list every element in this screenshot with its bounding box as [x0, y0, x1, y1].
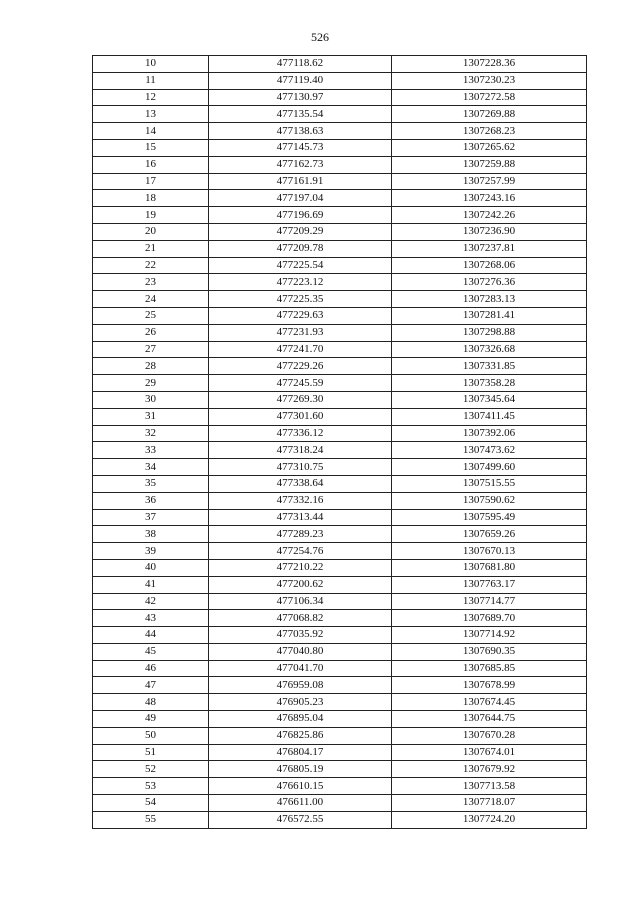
y-coordinate-cell: 1307265.62 [392, 139, 587, 156]
coordinates-table [92, 55, 587, 829]
table-row [93, 375, 587, 392]
table-row [93, 190, 587, 207]
point-number-cell: 42 [93, 593, 209, 610]
y-coordinate-cell: 1307473.62 [392, 442, 587, 459]
point-number-cell: 17 [93, 173, 209, 190]
table-row [93, 223, 587, 240]
y-coordinate-cell: 1307269.88 [392, 106, 587, 123]
x-coordinate-cell: 477310.75 [209, 459, 392, 476]
table-row [93, 677, 587, 694]
x-coordinate-cell: 477068.82 [209, 610, 392, 627]
x-coordinate-cell: 477138.63 [209, 123, 392, 140]
y-coordinate-cell: 1307685.85 [392, 660, 587, 677]
y-coordinate-cell: 1307358.28 [392, 375, 587, 392]
x-coordinate-cell: 477254.76 [209, 543, 392, 560]
table-row [93, 274, 587, 291]
x-coordinate-cell: 477225.54 [209, 257, 392, 274]
point-number-cell: 20 [93, 223, 209, 240]
y-coordinate-cell: 1307670.13 [392, 543, 587, 560]
point-number-cell: 39 [93, 543, 209, 560]
point-number-cell: 41 [93, 576, 209, 593]
point-number-cell: 24 [93, 291, 209, 308]
point-number-cell: 12 [93, 89, 209, 106]
y-coordinate-cell: 1307272.58 [392, 89, 587, 106]
y-coordinate-cell: 1307674.45 [392, 694, 587, 711]
table-row [93, 291, 587, 308]
table-row [93, 139, 587, 156]
table-row [93, 442, 587, 459]
table-row [93, 173, 587, 190]
y-coordinate-cell: 1307237.81 [392, 240, 587, 257]
x-coordinate-cell: 477040.80 [209, 643, 392, 660]
x-coordinate-cell: 477145.73 [209, 139, 392, 156]
point-number-cell: 13 [93, 106, 209, 123]
y-coordinate-cell: 1307392.06 [392, 425, 587, 442]
point-number-cell: 18 [93, 190, 209, 207]
point-number-cell: 27 [93, 341, 209, 358]
point-number-cell: 44 [93, 627, 209, 644]
point-number-cell: 22 [93, 257, 209, 274]
point-number-cell: 16 [93, 156, 209, 173]
y-coordinate-cell: 1307236.90 [392, 223, 587, 240]
point-number-cell: 29 [93, 375, 209, 392]
table-row [93, 811, 587, 828]
point-number-cell: 54 [93, 795, 209, 812]
y-coordinate-cell: 1307257.99 [392, 173, 587, 190]
point-number-cell: 32 [93, 425, 209, 442]
table-row [93, 660, 587, 677]
point-number-cell: 47 [93, 677, 209, 694]
y-coordinate-cell: 1307724.20 [392, 811, 587, 828]
point-number-cell: 26 [93, 324, 209, 341]
table-row [93, 559, 587, 576]
y-coordinate-cell: 1307326.68 [392, 341, 587, 358]
table-row [93, 391, 587, 408]
table-row [93, 643, 587, 660]
x-coordinate-cell: 477197.04 [209, 190, 392, 207]
table-row [93, 358, 587, 375]
table-row [93, 543, 587, 560]
point-number-cell: 35 [93, 475, 209, 492]
coordinates-table-body [93, 56, 587, 829]
x-coordinate-cell: 477223.12 [209, 274, 392, 291]
point-number-cell: 51 [93, 744, 209, 761]
x-coordinate-cell: 477338.64 [209, 475, 392, 492]
table-row [93, 627, 587, 644]
table-row [93, 106, 587, 123]
table-row [93, 207, 587, 224]
table-row [93, 593, 587, 610]
table-row [93, 56, 587, 73]
x-coordinate-cell: 477161.91 [209, 173, 392, 190]
table-row [93, 156, 587, 173]
y-coordinate-cell: 1307243.16 [392, 190, 587, 207]
x-coordinate-cell: 477210.22 [209, 559, 392, 576]
point-number-cell: 36 [93, 492, 209, 509]
table-row [93, 425, 587, 442]
x-coordinate-cell: 476959.08 [209, 677, 392, 694]
x-coordinate-cell: 477241.70 [209, 341, 392, 358]
point-number-cell: 55 [93, 811, 209, 828]
point-number-cell: 10 [93, 56, 209, 73]
y-coordinate-cell: 1307678.99 [392, 677, 587, 694]
y-coordinate-cell: 1307268.23 [392, 123, 587, 140]
y-coordinate-cell: 1307718.07 [392, 795, 587, 812]
x-coordinate-cell: 477119.40 [209, 72, 392, 89]
y-coordinate-cell: 1307268.06 [392, 257, 587, 274]
y-coordinate-cell: 1307681.80 [392, 559, 587, 576]
y-coordinate-cell: 1307590.62 [392, 492, 587, 509]
y-coordinate-cell: 1307228.36 [392, 56, 587, 73]
table-row [93, 795, 587, 812]
x-coordinate-cell: 477041.70 [209, 660, 392, 677]
x-coordinate-cell: 477200.62 [209, 576, 392, 593]
x-coordinate-cell: 477130.97 [209, 89, 392, 106]
x-coordinate-cell: 477229.26 [209, 358, 392, 375]
y-coordinate-cell: 1307411.45 [392, 408, 587, 425]
table-row [93, 492, 587, 509]
table-row [93, 778, 587, 795]
point-number-cell: 15 [93, 139, 209, 156]
point-number-cell: 30 [93, 391, 209, 408]
point-number-cell: 11 [93, 72, 209, 89]
point-number-cell: 28 [93, 358, 209, 375]
point-number-cell: 53 [93, 778, 209, 795]
y-coordinate-cell: 1307595.49 [392, 509, 587, 526]
y-coordinate-cell: 1307679.92 [392, 761, 587, 778]
x-coordinate-cell: 476611.00 [209, 795, 392, 812]
y-coordinate-cell: 1307281.41 [392, 307, 587, 324]
point-number-cell: 34 [93, 459, 209, 476]
y-coordinate-cell: 1307283.13 [392, 291, 587, 308]
x-coordinate-cell: 476905.23 [209, 694, 392, 711]
x-coordinate-cell: 476572.55 [209, 811, 392, 828]
table-row [93, 711, 587, 728]
y-coordinate-cell: 1307714.92 [392, 627, 587, 644]
x-coordinate-cell: 477118.62 [209, 56, 392, 73]
x-coordinate-cell: 476895.04 [209, 711, 392, 728]
table-row [93, 744, 587, 761]
table-row [93, 509, 587, 526]
point-number-cell: 23 [93, 274, 209, 291]
y-coordinate-cell: 1307713.58 [392, 778, 587, 795]
x-coordinate-cell: 476805.19 [209, 761, 392, 778]
y-coordinate-cell: 1307689.70 [392, 610, 587, 627]
table-row [93, 526, 587, 543]
x-coordinate-cell: 477301.60 [209, 408, 392, 425]
y-coordinate-cell: 1307714.77 [392, 593, 587, 610]
point-number-cell: 38 [93, 526, 209, 543]
x-coordinate-cell: 477318.24 [209, 442, 392, 459]
y-coordinate-cell: 1307259.88 [392, 156, 587, 173]
table-row [93, 307, 587, 324]
y-coordinate-cell: 1307230.23 [392, 72, 587, 89]
table-row [93, 761, 587, 778]
table-row [93, 694, 587, 711]
point-number-cell: 25 [93, 307, 209, 324]
x-coordinate-cell: 477196.69 [209, 207, 392, 224]
x-coordinate-cell: 477225.35 [209, 291, 392, 308]
x-coordinate-cell: 477209.29 [209, 223, 392, 240]
x-coordinate-cell: 477135.54 [209, 106, 392, 123]
point-number-cell: 45 [93, 643, 209, 660]
x-coordinate-cell: 477035.92 [209, 627, 392, 644]
table-row [93, 459, 587, 476]
y-coordinate-cell: 1307644.75 [392, 711, 587, 728]
x-coordinate-cell: 477289.23 [209, 526, 392, 543]
point-number-cell: 50 [93, 727, 209, 744]
point-number-cell: 14 [93, 123, 209, 140]
y-coordinate-cell: 1307276.36 [392, 274, 587, 291]
table-row [93, 610, 587, 627]
x-coordinate-cell: 477336.12 [209, 425, 392, 442]
table-row [93, 408, 587, 425]
point-number-cell: 33 [93, 442, 209, 459]
y-coordinate-cell: 1307670.28 [392, 727, 587, 744]
table-row [93, 257, 587, 274]
y-coordinate-cell: 1307690.35 [392, 643, 587, 660]
y-coordinate-cell: 1307331.85 [392, 358, 587, 375]
y-coordinate-cell: 1307659.26 [392, 526, 587, 543]
x-coordinate-cell: 477231.93 [209, 324, 392, 341]
y-coordinate-cell: 1307242.26 [392, 207, 587, 224]
page-number: 526 [311, 30, 329, 44]
point-number-cell: 40 [93, 559, 209, 576]
table-row [93, 727, 587, 744]
y-coordinate-cell: 1307515.55 [392, 475, 587, 492]
x-coordinate-cell: 477269.30 [209, 391, 392, 408]
x-coordinate-cell: 476804.17 [209, 744, 392, 761]
table-row [93, 475, 587, 492]
x-coordinate-cell: 477313.44 [209, 509, 392, 526]
table-row [93, 324, 587, 341]
y-coordinate-cell: 1307298.88 [392, 324, 587, 341]
point-number-cell: 19 [93, 207, 209, 224]
point-number-cell: 46 [93, 660, 209, 677]
x-coordinate-cell: 476610.15 [209, 778, 392, 795]
x-coordinate-cell: 477209.78 [209, 240, 392, 257]
y-coordinate-cell: 1307499.60 [392, 459, 587, 476]
point-number-cell: 52 [93, 761, 209, 778]
point-number-cell: 43 [93, 610, 209, 627]
table-row [93, 123, 587, 140]
y-coordinate-cell: 1307674.01 [392, 744, 587, 761]
x-coordinate-cell: 477245.59 [209, 375, 392, 392]
table-row [93, 576, 587, 593]
point-number-cell: 37 [93, 509, 209, 526]
x-coordinate-cell: 477229.63 [209, 307, 392, 324]
table-row [93, 89, 587, 106]
y-coordinate-cell: 1307345.64 [392, 391, 587, 408]
x-coordinate-cell: 477332.16 [209, 492, 392, 509]
table-row [93, 240, 587, 257]
x-coordinate-cell: 476825.86 [209, 727, 392, 744]
x-coordinate-cell: 477162.73 [209, 156, 392, 173]
point-number-cell: 31 [93, 408, 209, 425]
point-number-cell: 48 [93, 694, 209, 711]
x-coordinate-cell: 477106.34 [209, 593, 392, 610]
y-coordinate-cell: 1307763.17 [392, 576, 587, 593]
point-number-cell: 49 [93, 711, 209, 728]
table-row [93, 341, 587, 358]
point-number-cell: 21 [93, 240, 209, 257]
table-row [93, 72, 587, 89]
